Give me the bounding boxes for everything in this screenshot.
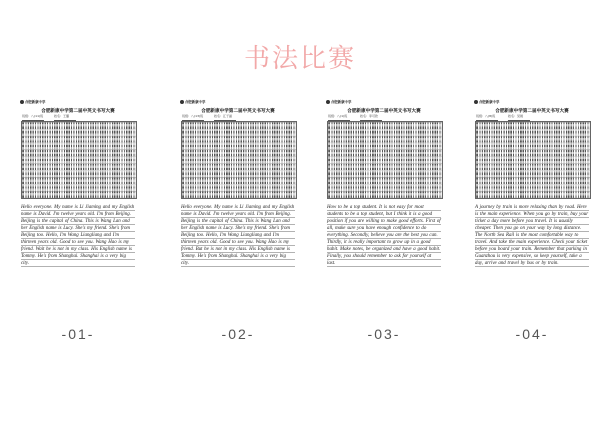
school-logo	[474, 100, 499, 104]
name-field: 姓名：吴晨	[508, 114, 530, 121]
student-info	[180, 114, 296, 121]
entry-sheet-04	[474, 100, 590, 290]
school-seal-icon	[20, 100, 24, 104]
contest-title: 合肥新康中学第二届中英文书写大赛	[41, 109, 115, 114]
entry-number-04: -04-	[515, 326, 549, 342]
school-seal-icon	[326, 100, 330, 104]
essay-text: Hello everyone. My name is Li Jiaming and my English name is David. I'm twelve years old. I'm from Beijing. Beijing is the capital of China. This is Wang Lan and her English name is Lucy. She's my friend. She's from Beijing too. Hello, I'm Wang Liangliang and I'm thirteen years old. Good to see you. Wang Hao is my friend. But he is not in my class. His English name is Tommy. He's from Shanghai. Shanghai is a very big city.	[181, 205, 295, 266]
class-field: 班级：八(13)班	[182, 114, 204, 121]
entry-number-01: -01-	[61, 326, 95, 342]
contest-title: 合肥新康中学第二届中英文书写大赛	[495, 109, 569, 114]
contest-title: 合肥新康中学第二届中英文书写大赛	[201, 109, 275, 114]
essay-text: A journey by train is more relaxing than by road. Here is the main experience. When you go by train, buy your ticket a day more before you travel. It is usually cheaper. Then you go on your way by long distance. The North Sea Rail is the most comfortable way to travel. And take the main experience. Check your ticket before you board your train. Remember that parking in Guanzhou is very expensive, so keep yourself, take a day, arrive and travel by bus or by train.	[475, 205, 589, 266]
class-field: 班级：八(8)班	[476, 114, 498, 121]
chinese-calligraphy-grid	[21, 121, 137, 199]
essay-text: How to be a top student. It is not easy for most students to be a top student, but I think it is a good position if you are willing to make good efforts. First of all, make sure you have enough confidence to do everything. Secondly, believe you are the best you can. Thirdly, it is really important to grow up in a good habit. Make notes, be organized and have a good habit. Finally, you should remember to ask for yourself at last.	[327, 205, 441, 266]
school-seal-icon	[474, 100, 478, 104]
school-logo-text: 合肥新康中学	[25, 100, 46, 104]
chinese-calligraphy-grid	[475, 121, 591, 199]
name-field: 姓名：江子涵	[214, 114, 236, 121]
name-field: 姓名：王璐	[54, 114, 76, 121]
chinese-calligraphy-grid	[327, 121, 443, 199]
entry-number-03: -03-	[367, 326, 401, 342]
entry-sheet-03	[326, 100, 442, 290]
english-essay	[21, 204, 135, 267]
school-logo	[20, 100, 45, 104]
essay-text: Hello everyone. My name is Li Jiaming and my English name is David. I'm twelve years old. I'm from Beijing. Beijing is the capital of China. This is Wang Lan and her English name is Lucy. She's my friend. She's from Beijing too. Hello, I'm Wang Liangliang and I'm thirteen years old. Good to see you. Wang Hao is my friend. Wait he is not in my class. His English name is Tommy. He's from Shanghai. Shanghai is a very big city.	[21, 205, 135, 266]
school-logo	[326, 100, 351, 104]
entry-number-02: -02-	[221, 326, 255, 342]
school-logo-text: 合肥新康中学	[331, 100, 352, 104]
school-logo	[180, 100, 205, 104]
name-field: 姓名：李可欣	[360, 114, 382, 121]
page-title: 书法比赛	[243, 44, 356, 74]
student-info	[474, 114, 590, 121]
english-essay	[327, 204, 441, 267]
student-info	[326, 114, 442, 121]
english-essay	[475, 204, 589, 267]
school-logo-text: 合肥新康中学	[479, 100, 500, 104]
student-info	[20, 114, 136, 121]
school-logo-text: 合肥新康中学	[185, 100, 206, 104]
english-essay	[181, 204, 295, 267]
entry-sheet-01	[20, 100, 136, 290]
class-field: 班级：八(11)班	[22, 114, 44, 121]
contest-title: 合肥新康中学第二届中英文书写大赛	[347, 109, 421, 114]
entry-sheet-02	[180, 100, 296, 290]
chinese-calligraphy-grid	[181, 121, 297, 199]
class-field: 班级：八(1)班	[328, 114, 350, 121]
school-seal-icon	[180, 100, 184, 104]
